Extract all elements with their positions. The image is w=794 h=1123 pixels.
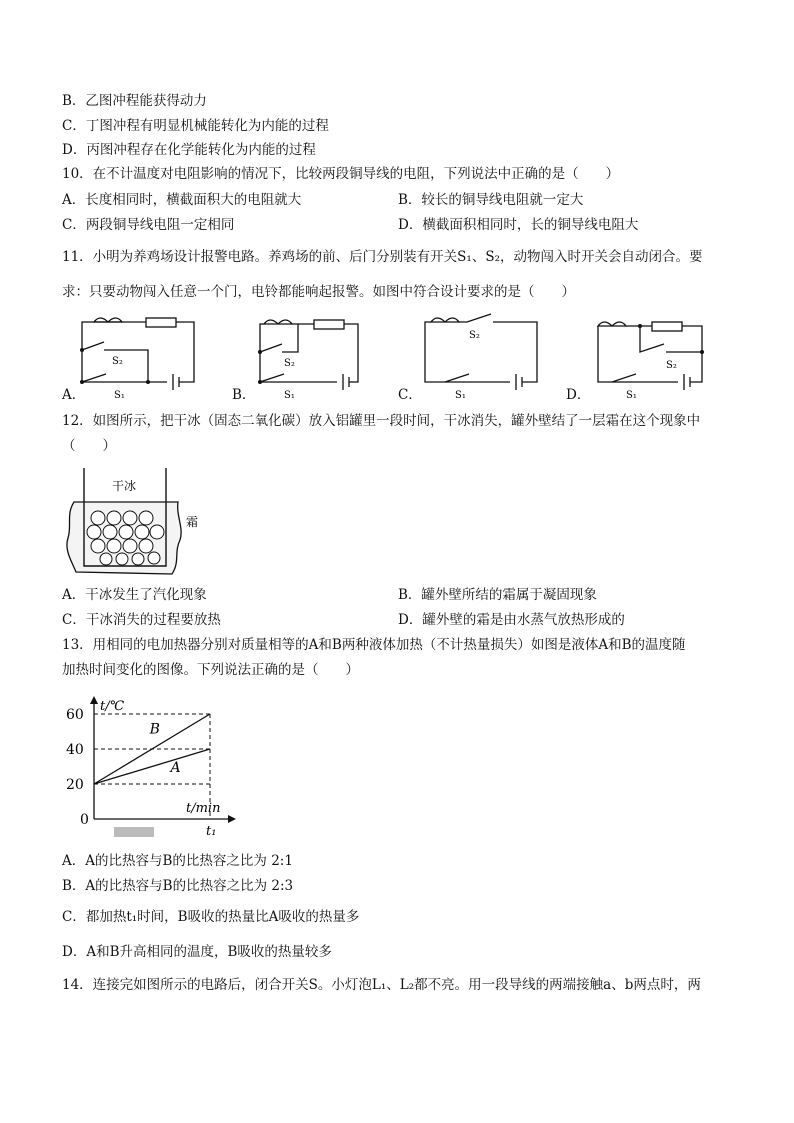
- circuit-a-s1-label: S₁: [114, 390, 125, 401]
- y-tick-label-20: 20: [66, 777, 84, 793]
- y-tick-label-60: 60: [66, 707, 84, 723]
- circuit-d-s2-label: S₂: [666, 360, 677, 371]
- q11-stem-line1: 11．小明为养鸡场设计报警电路。养鸡场的前、后门分别装有开关S₁、S₂，动物闯入时开关会自动闭合。要: [62, 249, 703, 265]
- y-tick-label-40: 40: [66, 742, 84, 758]
- smudge-mark: [114, 827, 154, 837]
- circuit-d-figure: [590, 310, 730, 402]
- y-axis-arrow-icon: [90, 696, 98, 704]
- q11-option-a-label: A．: [62, 387, 86, 403]
- q11-option-b-label: B．: [232, 387, 256, 403]
- chart-xlabel: t/min: [186, 801, 221, 816]
- q9-option-d: D．丙图冲程存在化学能转化为内能的过程: [62, 142, 316, 158]
- dry-ice-can-figure: [62, 462, 222, 582]
- q11-option-d-label: D．: [566, 387, 591, 403]
- q12-option-a: A．干冰发生了汽化现象: [62, 587, 207, 603]
- q10-option-c: C．两段铜导线电阻一定相同: [62, 217, 235, 233]
- q12-option-d: D．罐外壁的霜是由水蒸气放热形成的: [398, 612, 625, 628]
- circuit-a-s2-label: S₂: [112, 356, 123, 367]
- circuit-c-figure: [405, 310, 545, 402]
- q10-option-a: A．长度相同时，横截面积大的电阻就大: [62, 192, 302, 208]
- x-tick-label-0: 0: [80, 812, 89, 828]
- q10-option-d: D．横截面积相同时，长的铜导线电阻大: [398, 217, 639, 233]
- q12-stem-line2: （ ）: [62, 438, 116, 454]
- q9-option-b: B．乙图冲程能获得动力: [62, 93, 207, 109]
- circuit-d-s1-label: S₁: [626, 390, 637, 401]
- q10-option-b: B．较长的铜导线电阻就一定大: [398, 192, 584, 208]
- q13-stem-line1: 13．用相同的电加热器分别对质量相等的A和B两种液体加热（不计热量损失）如图是液体A和B的温度随: [62, 637, 686, 653]
- q13-option-a: A．A的比热容与B的比热容之比为 2:1: [62, 853, 293, 869]
- q12-option-b: B．罐外壁所结的霜属于凝固现象: [398, 587, 597, 603]
- x-tick-label-t1: t₁: [206, 824, 217, 839]
- q11-stem-line2: 求：只要动物闯入任意一个门，电铃都能响起报警。如图中符合设计要求的是（ ）: [62, 284, 575, 300]
- circuit-c-s1-label: S₁: [455, 390, 466, 401]
- q13-option-b: B．A的比热容与B的比热容之比为 2:3: [62, 878, 294, 894]
- q12-option-c: C．干冰消失的过程要放热: [62, 612, 221, 628]
- q9-option-c: C．丁图冲程有明显机械能转化为内能的过程: [62, 118, 329, 134]
- q13-option-c: C．都加热t₁时间，B吸收的热量比A吸收的热量多: [62, 909, 360, 925]
- dry-ice-label: 干冰: [112, 479, 137, 493]
- q12-stem-line1: 12．如图所示，把干冰（固态二氧化碳）放入铝罐里一段时间，干冰消失，罐外壁结了一层霜在这个现象中: [62, 413, 701, 429]
- circuit-b-s2-label: S₂: [284, 358, 295, 369]
- q11-option-c-label: C．: [398, 387, 422, 403]
- q10-stem: 10．在不计温度对电阻影响的情况下，比较两段铜导线的电阻，下列说法中正确的是（ ）: [62, 166, 620, 182]
- x-axis-arrow-icon: [228, 815, 236, 823]
- chart-ylabel: t/℃: [100, 699, 125, 714]
- frost-label: 霜: [186, 515, 199, 529]
- q13-option-d: D．A和B升高相同的温度，B吸收的热量较多: [62, 944, 332, 960]
- q13-stem-line2: 加热时间变化的图像。下列说法正确的是（ ）: [62, 662, 359, 678]
- temperature-time-chart: [62, 694, 242, 844]
- circuit-c-s2-label: S₂: [469, 330, 480, 341]
- series-label-A: A: [170, 759, 181, 776]
- series-label-B: B: [149, 721, 160, 738]
- circuit-b-s1-label: S₁: [284, 390, 295, 401]
- q14-stem: 14．连接完如图所示的电路后，闭合开关S。小灯泡L₁、L₂都不亮。用一段导线的两端接触a、b两点时，两: [62, 977, 701, 993]
- series-line-A: [94, 749, 210, 784]
